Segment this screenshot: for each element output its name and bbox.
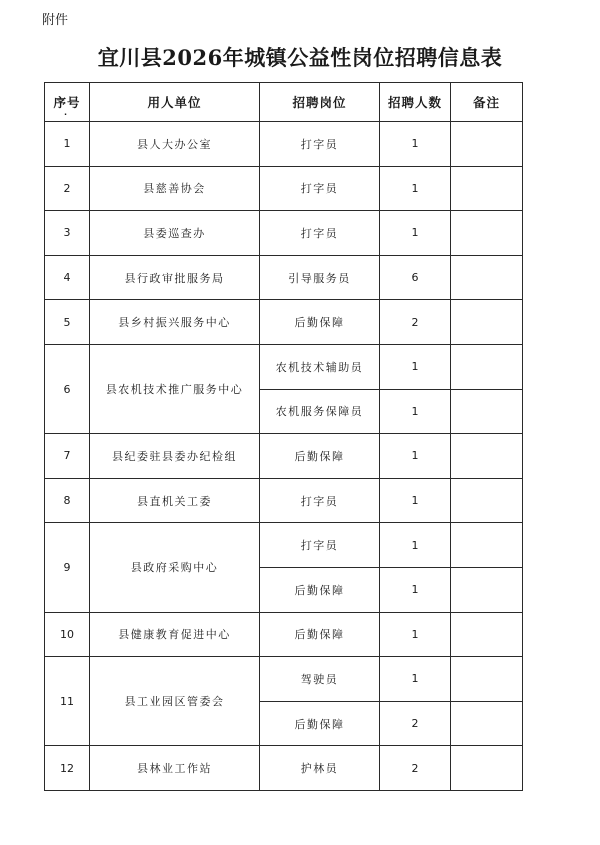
cell-note <box>451 612 523 657</box>
cell-post: 后勤保障 <box>260 434 380 479</box>
cell-note <box>451 166 523 211</box>
cell-note <box>451 434 523 479</box>
cell-post: 引导服务员 <box>260 255 380 300</box>
cell-post: 打字员 <box>260 166 380 211</box>
cell-unit: 县乡村振兴服务中心 <box>90 300 260 345</box>
cell-post: 打字员 <box>260 523 380 568</box>
cell-unit: 县纪委驻县委办纪检组 <box>90 434 260 479</box>
header-post: 招聘岗位 <box>260 83 380 122</box>
cell-count: 2 <box>380 701 451 746</box>
cell-unit: 县工业园区管委会 <box>90 657 260 746</box>
cell-unit: 县林业工作站 <box>90 746 260 791</box>
cell-count: 1 <box>380 657 451 702</box>
cell-note <box>451 746 523 791</box>
cell-post: 护林员 <box>260 746 380 791</box>
table-row <box>45 166 523 211</box>
cell-note <box>451 478 523 523</box>
cell-seq: 7 <box>45 434 90 479</box>
cell-note <box>451 567 523 612</box>
table-row <box>45 344 523 389</box>
cell-seq: 10 <box>45 612 90 657</box>
table-row <box>45 122 523 167</box>
cell-post: 后勤保障 <box>260 701 380 746</box>
header-count: 招聘人数 <box>380 83 451 122</box>
cell-post: 打字员 <box>260 478 380 523</box>
cell-unit: 县慈善协会 <box>90 166 260 211</box>
cell-note <box>451 657 523 702</box>
cell-count: 1 <box>380 389 451 434</box>
attachment-label: 附件 <box>42 13 69 28</box>
table-row <box>45 300 523 345</box>
cell-unit: 县直机关工委 <box>90 478 260 523</box>
cell-count: 1 <box>380 434 451 479</box>
cell-unit: 县政府采购中心 <box>90 523 260 612</box>
cell-post: 后勤保障 <box>260 300 380 345</box>
cell-note <box>451 300 523 345</box>
cell-unit: 县人大办公室 <box>90 122 260 167</box>
table-row <box>45 255 523 300</box>
cell-count: 2 <box>380 300 451 345</box>
cell-count: 6 <box>380 255 451 300</box>
cell-unit: 县农机技术推广服务中心 <box>90 344 260 433</box>
cell-seq: 8 <box>45 478 90 523</box>
recruitment-table <box>44 82 523 791</box>
cell-post: 后勤保障 <box>260 612 380 657</box>
cell-note <box>451 701 523 746</box>
cell-seq: 11 <box>45 657 90 746</box>
header-unit: 用人单位 <box>90 83 260 122</box>
cell-post: 驾驶员 <box>260 657 380 702</box>
cell-post: 打字员 <box>260 122 380 167</box>
cell-unit: 县行政审批服务局 <box>90 255 260 300</box>
cell-seq: 6 <box>45 344 90 433</box>
cell-seq: 1 <box>45 122 90 167</box>
cell-seq: 9 <box>45 523 90 612</box>
cell-note <box>451 122 523 167</box>
page-title: 宜川县2026年城镇公益性岗位招聘信息表 <box>97 45 503 70</box>
table-row <box>45 746 523 791</box>
cell-seq: 4 <box>45 255 90 300</box>
cell-note <box>451 523 523 568</box>
cell-note <box>451 211 523 256</box>
cell-seq: 3 <box>45 211 90 256</box>
header-note: 备注 <box>451 83 523 122</box>
table-row <box>45 434 523 479</box>
cell-count: 2 <box>380 746 451 791</box>
cell-post: 农机技术辅助员 <box>260 344 380 389</box>
cell-seq: 5 <box>45 300 90 345</box>
cell-note <box>451 255 523 300</box>
cell-count: 1 <box>380 612 451 657</box>
cell-post: 打字员 <box>260 211 380 256</box>
cell-note <box>451 389 523 434</box>
table-row <box>45 211 523 256</box>
cell-count: 1 <box>380 344 451 389</box>
cell-count: 1 <box>380 478 451 523</box>
cell-unit: 县委巡查办 <box>90 211 260 256</box>
cell-seq: 12 <box>45 746 90 791</box>
table-row <box>45 657 523 702</box>
cell-seq: 2 <box>45 166 90 211</box>
cell-count: 1 <box>380 211 451 256</box>
header-seq: 序号 · <box>45 83 90 122</box>
table-row <box>45 612 523 657</box>
cell-count: 1 <box>380 166 451 211</box>
table-row <box>45 478 523 523</box>
cell-note <box>451 344 523 389</box>
cell-post: 农机服务保障员 <box>260 389 380 434</box>
cell-post: 后勤保障 <box>260 567 380 612</box>
cell-count: 1 <box>380 567 451 612</box>
table-row <box>45 523 523 568</box>
cell-count: 1 <box>380 122 451 167</box>
cell-unit: 县健康教育促进中心 <box>90 612 260 657</box>
table-header-row <box>45 83 523 122</box>
cell-count: 1 <box>380 523 451 568</box>
